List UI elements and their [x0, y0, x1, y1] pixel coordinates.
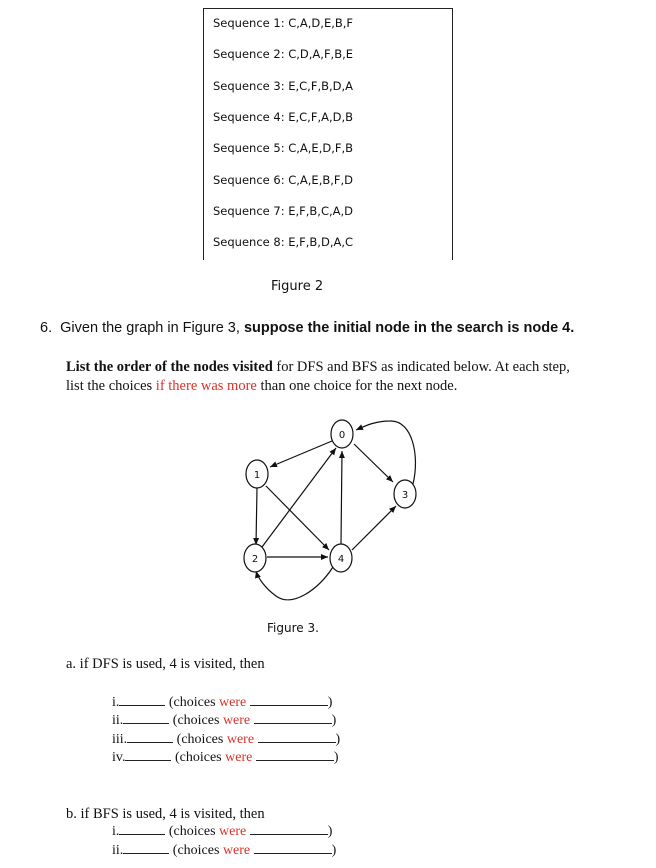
part-a-label: a. if DFS is used, 4 is visited, then — [66, 656, 265, 672]
choices-blank[interactable] — [256, 749, 334, 761]
item-number: iii. — [112, 732, 128, 747]
edge-2-0 — [262, 448, 336, 547]
choices-prefix: (choices — [168, 695, 216, 710]
choices-were: were — [222, 843, 251, 858]
edge-1-2 — [256, 488, 257, 545]
choices-suffix: ) — [331, 713, 337, 728]
sequence-4: Sequence 4: E,C,F,A,D,B — [213, 110, 354, 124]
choices-suffix: ) — [327, 695, 333, 710]
item-number: ii. — [112, 843, 124, 858]
sequence-6: Sequence 6: C,A,E,B,F,D — [213, 173, 354, 187]
item-number: iv. — [112, 750, 126, 765]
choices-were: were — [226, 732, 255, 747]
choices-were: were — [219, 824, 247, 839]
choices-blank[interactable] — [254, 712, 332, 724]
item-number: i. — [112, 695, 120, 710]
choices-prefix: (choices — [176, 732, 224, 747]
item-number: ii. — [112, 713, 124, 728]
choices-prefix: (choices — [172, 843, 220, 858]
choices-were: were — [222, 713, 251, 728]
choices-prefix: (choices — [168, 824, 216, 839]
choices-were: were — [219, 695, 247, 710]
part-a-item-iv — [112, 749, 339, 766]
edge-4-3 — [352, 506, 396, 550]
choices-blank[interactable] — [254, 842, 332, 854]
sequence-1: Sequence 1: C,A,D,E,B,F — [213, 16, 354, 30]
question-intro: Given the graph in Figure 3, — [60, 320, 240, 336]
choices-suffix: ) — [327, 824, 333, 839]
choices-prefix: (choices — [172, 713, 220, 728]
part-a-item-i — [112, 694, 332, 711]
choices-blank[interactable] — [250, 823, 328, 835]
choices-blank[interactable] — [258, 731, 336, 743]
part-b-item-i — [112, 823, 332, 840]
node-2-label: 2 — [251, 554, 259, 565]
item-number: i. — [112, 824, 120, 839]
choices-were: were — [225, 750, 253, 765]
answer-blank[interactable] — [119, 823, 165, 835]
edge-4-2 — [256, 567, 333, 600]
answer-blank[interactable] — [123, 712, 169, 724]
sequence-3: Sequence 3: E,C,F,B,D,A — [213, 79, 354, 93]
instructions-part2: list the choices — [66, 378, 153, 394]
edge-0-1 — [270, 441, 332, 467]
node-4-label: 4 — [337, 554, 345, 565]
figure-2-caption: Figure 2 — [271, 279, 324, 294]
answer-blank[interactable] — [127, 731, 173, 743]
answer-blank[interactable] — [125, 749, 171, 761]
part-b-label: b. if BFS is used, 4 is visited, then — [66, 806, 265, 822]
answer-blank[interactable] — [123, 842, 169, 854]
edge-4-0 — [341, 451, 342, 544]
node-1-label: 1 — [253, 470, 261, 481]
choices-blank[interactable] — [250, 694, 328, 706]
question-number: 6. — [40, 320, 53, 336]
edge-1-4 — [266, 486, 329, 550]
question-bold: suppose the initial node in the search is node 4. — [243, 320, 575, 336]
instructions-part1: for DFS and BFS as indicated below. At each step, — [276, 359, 570, 375]
choices-suffix: ) — [335, 732, 341, 747]
choices-suffix: ) — [331, 843, 337, 858]
instructions-bold: List the order of the nodes visited — [66, 359, 273, 375]
instructions-part3: than one choice for the next node. — [260, 378, 458, 394]
sequence-7: Sequence 7: E,F,B,C,A,D — [213, 204, 354, 218]
choices-prefix: (choices — [174, 750, 222, 765]
node-0-label: 0 — [338, 430, 346, 441]
figure-3-caption: Figure 3. — [267, 621, 319, 635]
edge-0-3 — [354, 444, 393, 482]
node-3-label: 3 — [401, 490, 409, 501]
part-b-item-ii — [112, 842, 336, 859]
sequence-5: Sequence 5: C,A,E,D,F,B — [213, 141, 354, 155]
sequence-8: Sequence 8: E,F,B,D,A,C — [213, 235, 354, 249]
part-a-item-iii — [112, 731, 340, 748]
instructions-red: if there was more — [155, 378, 257, 394]
answer-blank[interactable] — [119, 694, 165, 706]
sequence-2: Sequence 2: C,D,A,F,B,E — [213, 47, 354, 61]
part-a-item-ii — [112, 712, 336, 729]
choices-suffix: ) — [333, 750, 339, 765]
